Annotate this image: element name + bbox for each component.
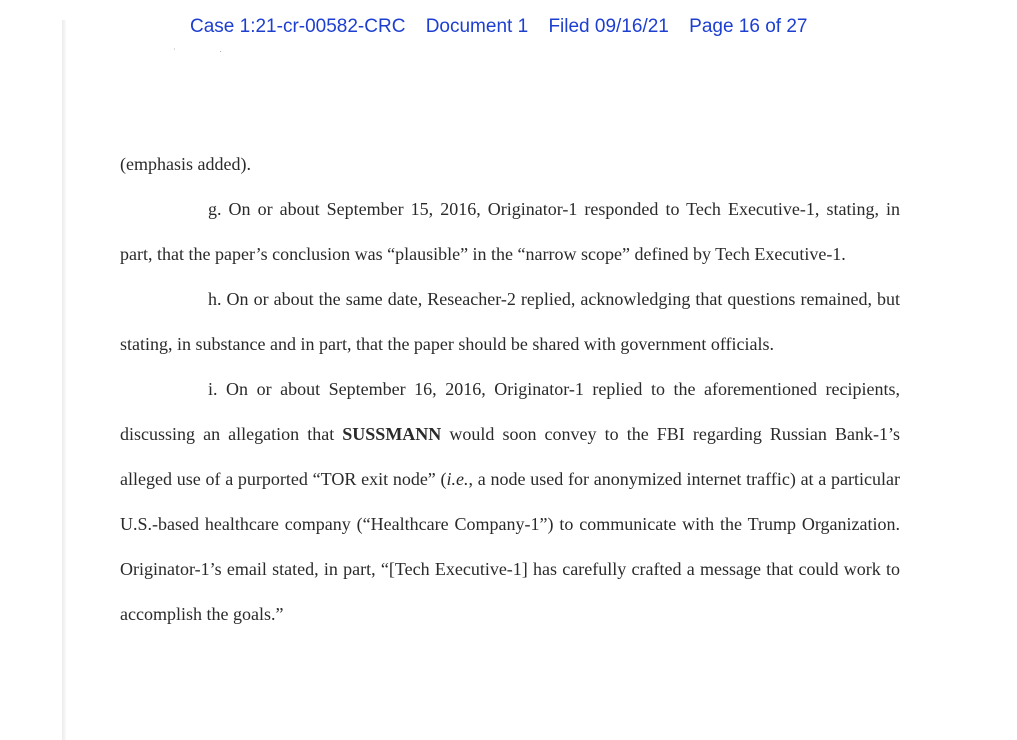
paragraph-i-text-2: would soon convey to the FBI regarding Russian Bank-1’s alleged use of a purported “TOR exit node” ( [120, 424, 900, 489]
paragraph-g: g. On or about September 15, 2016, Originator-1 responded to Tech Executive-1, stating, in part, that the paper’s conclusion was “plausible” in the “narrow scope” defined by Tech Executive-1. [120, 199, 900, 264]
paragraph-emphasis: (emphasis added). [120, 154, 251, 174]
scan-edge-shadow [62, 20, 66, 740]
filing-header [190, 16, 807, 38]
paragraph-h: h. On or about the same date, Reseacher-2 replied, acknowledging that questions remained, but stating, in substance and in part, that the paper should be shared with government officials. [120, 289, 900, 354]
page-number: Page 16 of 27 [689, 16, 808, 37]
defendant-name: SUSSMANN [342, 424, 442, 444]
paragraph-i-text-3: , a node used for anonymized internet traffic) at a particular U.S.-based healthcare company (“Healthcare Company-1”) to communicate with the Trump Organization. Originator-1’s email stated, in part, “[Tech Executive-1] has carefully crafted a message that could work to accomplish the goals.” [120, 469, 900, 624]
paragraph-i-text-1: i. On or about September 16, 2016, Originator-1 replied to the aforementioned recipients, discussing an allegation that [120, 379, 900, 444]
filed-date: Filed 09/16/21 [548, 16, 669, 37]
document-body [120, 142, 900, 637]
case-number: Case 1:21-cr-00582-CRC [190, 16, 406, 37]
paragraph-i [120, 367, 900, 637]
scan-specks: ·. [173, 45, 266, 54]
ie-abbreviation: i.e. [446, 469, 469, 489]
document-number: Document 1 [425, 16, 529, 37]
